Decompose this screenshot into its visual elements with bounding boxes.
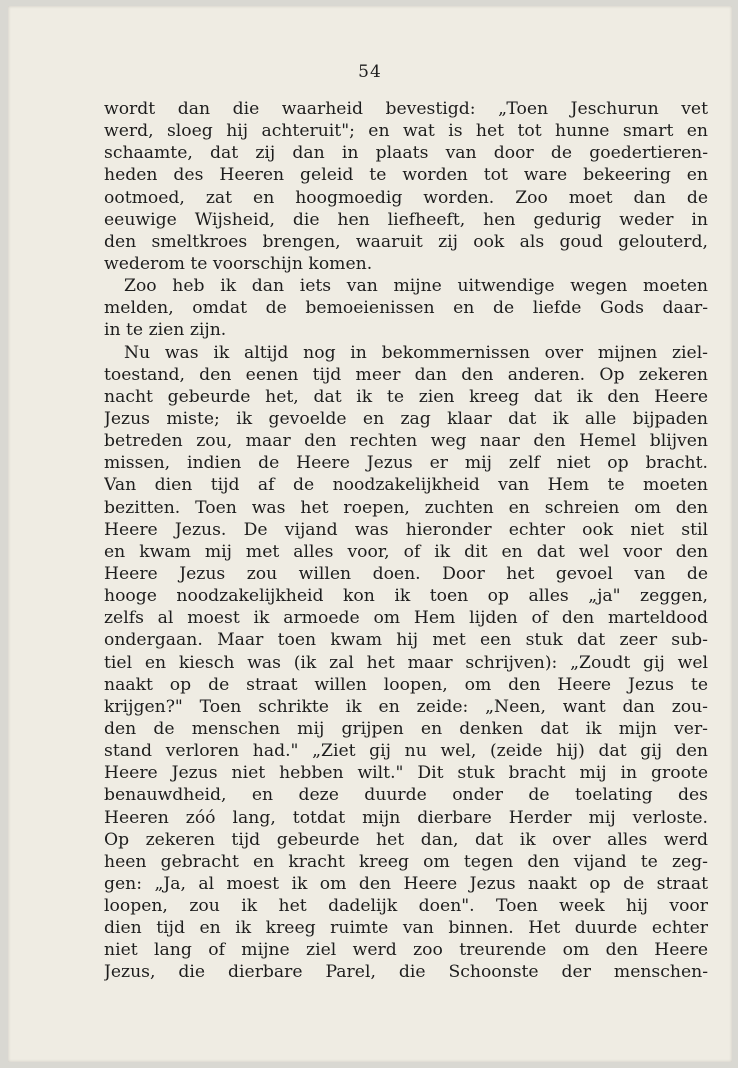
text-line: melden, omdat de bemoeienissen en de liefde Gods daar- [104, 298, 708, 319]
text-line: den smeltkroes brengen, waaruit zij ook als goud gelouterd, [104, 231, 708, 252]
text-line: benauwdheid, en deze duurde onder de toelating des [104, 785, 708, 806]
text-line: Heere Jezus zou willen doen. Door het gevoel van de [104, 563, 708, 584]
text-line: missen, indien de Heere Jezus er mij zelf niet op bracht. [104, 453, 708, 474]
book-page [8, 6, 732, 1062]
body-text [104, 98, 708, 984]
text-line: hooge noodzakelijkheid kon ik toen op alles „ja" zeggen, [104, 586, 708, 607]
text-line: wordt dan die waarheid bevestigd: „Toen Jeschurun vet [104, 99, 708, 119]
text-line: den de menschen mij grijpen en denken dat ik mijn ver- [104, 718, 708, 739]
text-line: niet lang of mijne ziel werd zoo treurende om den Heere [104, 940, 708, 961]
text-line: loopen, zou ik het dadelijk doen". Toen week hij voor [104, 896, 708, 917]
text-line: wederom te voorschijn komen. [104, 253, 373, 274]
text-line: heden des Heeren geleid te worden tot ware bekeering en [104, 165, 708, 186]
text-line: Zoo heb ik dan iets van mijne uitwendige wegen moeten [124, 276, 708, 297]
text-line: gen: „Ja, al moest ik om den Heere Jezus naakt op de straat [104, 873, 708, 894]
text-line: zelfs al moest ik armoede om Hem lijden of den marteldood [104, 608, 708, 629]
text-line: Van dien tijd af de noodzakelijkheid van Hem te moeten [104, 475, 708, 496]
text-line: ondergaan. Maar toen kwam hij met een stuk dat zeer sub- [104, 630, 708, 651]
text-line: Jezus, die dierbare Parel, die Schoonste der menschen- [104, 962, 708, 983]
text-line: en kwam mij met alles voor, of ik dit en dat wel voor den [104, 541, 708, 562]
text-line: werd, sloeg hij achteruit"; en wat is het tot hunne smart en [104, 121, 708, 142]
page-number: 54 [358, 62, 382, 82]
text-line: krijgen?" Toen schrikte ik en zeide: „Neen, want dan zou- [104, 696, 708, 717]
text-line: Heere Jezus niet hebben wilt." Dit stuk bracht mij in groote [104, 763, 708, 784]
text-line: toestand, den eenen tijd meer dan den anderen. Op zekeren [104, 364, 708, 385]
text-line: Jezus miste; ik gevoelde en zag klaar dat ik alle bijpaden [104, 408, 708, 429]
text-line: ootmoed, zat en hoogmoedig worden. Zoo moet dan de [104, 187, 708, 208]
text-line: schaamte, dat zij dan in plaats van door de goedertieren- [104, 143, 708, 164]
text-line: in te zien zijn. [104, 320, 227, 341]
text-line: dien tijd en ik kreeg ruimte van binnen. Het duurde echter [104, 918, 708, 939]
text-line: stand verloren had." „Ziet gij nu wel, (zeide hij) dat gij den [104, 741, 708, 762]
text-line: betreden zou, maar den rechten weg naar den Hemel blijven [104, 431, 708, 452]
text-line: Heeren zóó lang, totdat mijn dierbare Herder mij verloste. [104, 807, 708, 828]
text-line: Op zekeren tijd gebeurde het dan, dat ik over alles werd [104, 829, 708, 850]
text-line: nacht gebeurde het, dat ik te zien kreeg dat ik den Heere [104, 386, 708, 407]
text-line: bezitten. Toen was het roepen, zuchten en schreien om den [104, 497, 708, 518]
text-line: Nu was ik altijd nog in bekommernissen over mijnen ziel- [124, 342, 708, 363]
text-line: heen gebracht en kracht kreeg om tegen den vijand te zeg- [104, 851, 708, 872]
text-line: Heere Jezus. De vijand was hieronder echter ook niet stil [104, 519, 708, 540]
text-line: tiel en kiesch was (ik zal het maar schrijven): „Zoudt gij wel [104, 652, 708, 673]
text-line: eeuwige Wijsheid, die hen liefheeft, hen gedurig weder in [104, 209, 708, 230]
text-line: naakt op de straat willen loopen, om den Heere Jezus te [104, 674, 708, 695]
